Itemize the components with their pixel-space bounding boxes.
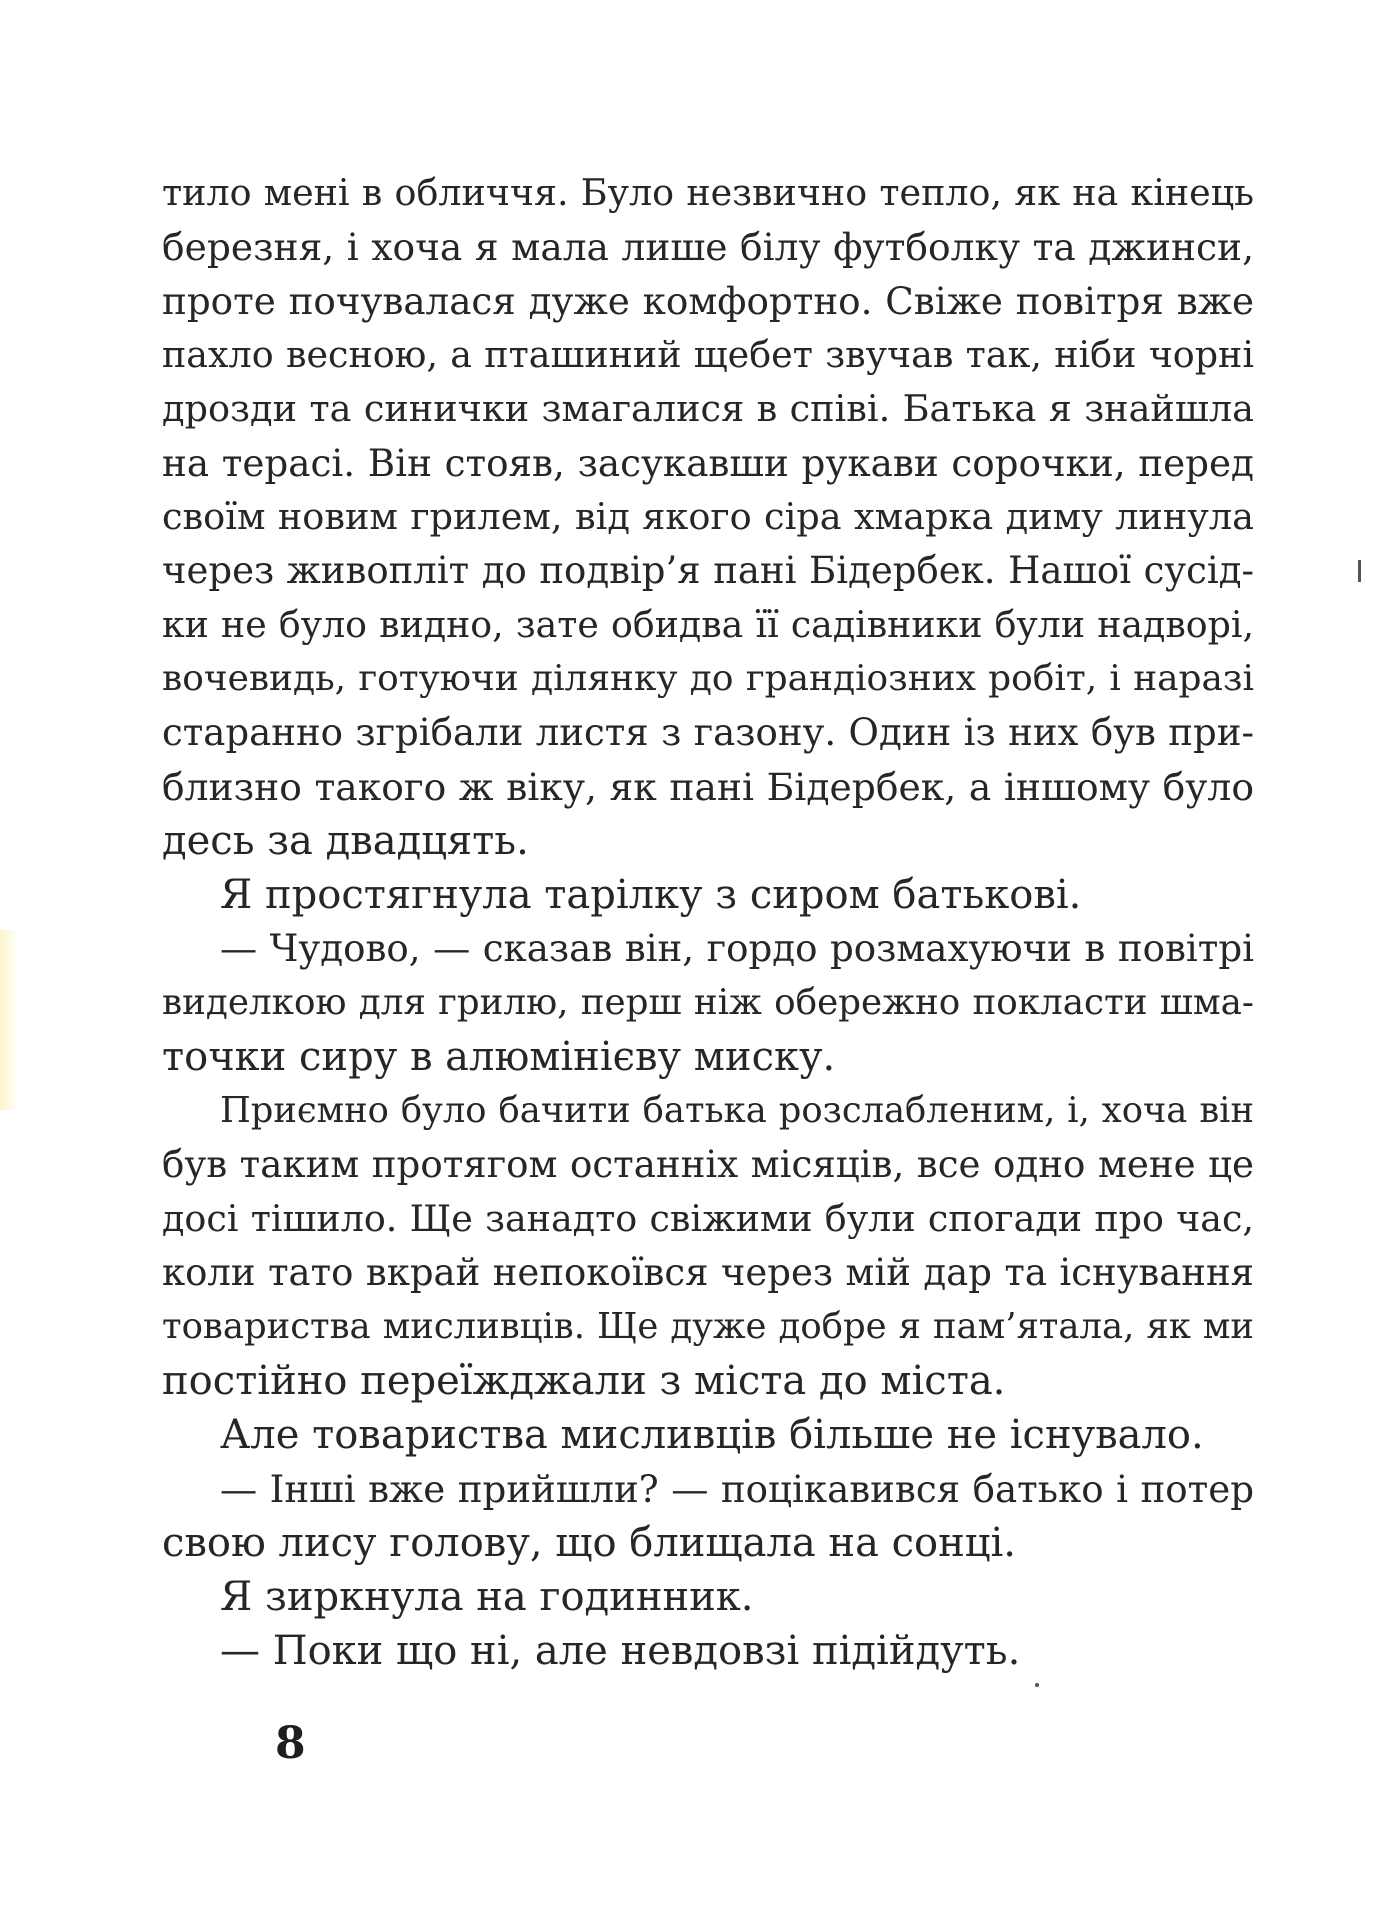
text-line: через живопліт до подвір’я пані Бідербек. Нашої сусід- (162, 549, 1254, 592)
text-line: близно такого ж віку, як пані Бідербек, а іншому було (162, 765, 1254, 809)
text-line: дрозди та синички змагалися в співі. Батька я знайшла (162, 387, 1254, 430)
text-line: тило мені в обличчя. Було незвично тепло, як на кінець (162, 171, 1254, 214)
text-line: — Чудово, — сказав він, гордо розмахуючи в повітрі (220, 927, 1254, 970)
text-line: був таким протягом останніх місяців, все одно мене це (162, 1143, 1254, 1186)
text-line: Я простягнула тарілку з сиром батькові. (220, 872, 1082, 918)
text-line: вочевидь, готуючи ділянку до грандіозних робіт, і наразі (162, 658, 1254, 699)
text-line: товариства мисливців. Ще дуже добре я пам’ятала, як ми (162, 1306, 1254, 1347)
text-line: проте почувалася дуже комфортно. Свіже повітря вже (162, 279, 1254, 323)
text-line: виделкою для грилю, перш ніж обережно покласти шма- (162, 982, 1254, 1023)
page-edge-tint (0, 930, 18, 1110)
scan-speck (1358, 560, 1361, 582)
scan-speck (1035, 1683, 1039, 1687)
text-line: досі тішило. Ще занадто свіжими були спогади про час, (162, 1197, 1254, 1240)
text-line: Я зиркнула на годинник. (220, 1574, 754, 1620)
text-line: Приємно було бачити батька розслабленим, і, хоча він (220, 1090, 1254, 1131)
text-line: точки сиру в алюмінієву миску. (162, 1034, 836, 1080)
text-line: десь за двадцять. (162, 818, 529, 864)
text-line: коли тато вкрай непокоївся через мій дар та існування (162, 1251, 1254, 1294)
page-number: 8 (275, 1718, 306, 1769)
text-line: пахло весною, а пташиний щебет звучав так, ніби чорні (162, 333, 1254, 376)
text-line: — Інші вже прийшли? — поцікавився батько і потер (220, 1467, 1254, 1511)
text-line: своїм новим грилем, від якого сіра хмарка диму линула (162, 495, 1254, 538)
text-line: свою лису голову, що блищала на сонці. (162, 1520, 1017, 1566)
text-line: на терасі. Він стояв, засукавши рукави сорочки, перед (162, 441, 1254, 485)
text-line: березня, і хоча я мала лише білу футболку та джинси, (162, 225, 1254, 269)
text-line: старанно згрібали листя з газону. Один із них був при- (162, 711, 1254, 754)
text-line: — Поки що ні, але невдовзі підійдуть. (220, 1628, 1021, 1674)
body-text (162, 166, 1254, 1678)
text-line: ки не було видно, зате обидва її садівники були надворі, (162, 603, 1254, 646)
text-line: Але товариства мисливців більше не існувало. (220, 1412, 1204, 1458)
text-line: постійно переїжджали з міста до міста. (162, 1358, 1006, 1404)
